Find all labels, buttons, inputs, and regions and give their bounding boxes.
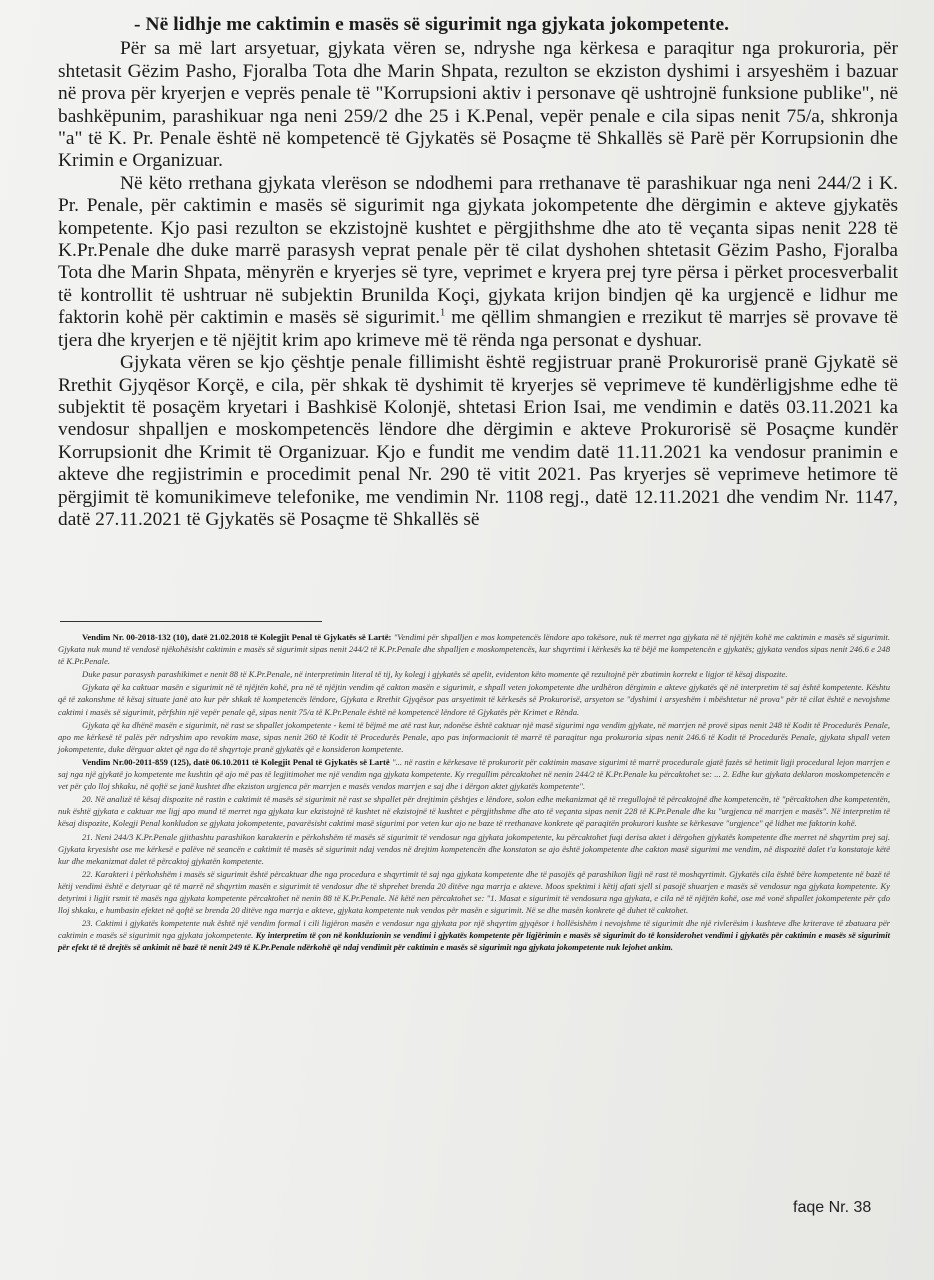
footnote-1-text: "Vendimi për shpalljen e mos kompetencës lëndore apo tokësore, nuk të merret nga gjykata në të njëjtën kohë me caktimin e masës së sigurimit. Gjykata nuk mund të vendosë njëkohësisht caktimin e masës së sigurimit sipas nenit 244/2 të K.Pr.Penale dhe shpalljen e moskompetencës, kur shqyrtimi i kërkesës ka të bëjë me kompetencën e gjykatës; gjykata vendos sipas nenit 246.6 e 248 të K.Pr.Penale. — [58, 632, 890, 667]
footnote-9-conclusion: Ky interpretim të çon në konkluzionin se vendimi i gjykatës kompetente për ligjërimin e masës së sigurimit do të konsiderohet vendimi i gjykatës për caktimin e masës së sigurimit për efekt të të drejtës së ankimit në bazë të nenit 249 të K.Pr.Penale ndërkohë që ndaj vendimit për caktimin e masës së sigurimit nga gjykata jokompetente nuk lejohet ankim. — [58, 930, 891, 953]
footnote-5-text: "... në rastin e kërkesave të prokurorit për caktimin masave sigurimi të marrë procedurale gjatë fazës së hetimit ligji procedural lejon marrjen e saj nga një gjykatë jo kompetente me kushtin që ajo më pas të legjitimohet me një vendim nga gjykata kompetente. Ky rregullim përcaktohet në nenin 244/2 të K.Pr.Penale ku përcaktohet se: ... 2. Edhe kur gjykata deklaron moskompetencën e vet për çdo lloj shkaku, në qoftë se janë kushtet dhe ekziston urgjenca për marrjen e masës vendos marrjen e saj dhe i dërgon aktet gjykatës kompetente". — [58, 756, 890, 792]
footnote-9-text: 23. Caktimi i gjykatës kompetente nuk është një vendim formal i cili ligjëron masën e vendosur nga gjykata por një shqyrtim gjyqësor i hollësishëm i nevojshme të sigurimit dhe një rivlerësim i kushteve dhe kriterave të zbatuara për caktimin e masës së sigurimit nga gjykata jokompetente. — [58, 918, 890, 941]
footnotes-section — [58, 631, 890, 954]
footnote-5-reference: Vendim Nr.00-2011-859 (125), datë 06.10.2011 të Kolegjit Penal të Gjykatës së Lartë — [82, 756, 390, 767]
footnote-8-text: 22. Karakteri i përkohshëm i masës së sigurimit është përcaktuar dhe nga procedura e shqyrtimit të saj nga gjykata kompetente dhe të pasojës që parashikon ligji në rast të moshqyrtimit. Gjykatës cila është bëre kompetente në bazë të këtij vendimi është e detyruar që të marrë në shqyrtim masën e sigurimit të vendosur dhe të shprehet brenda 20 ditëve nga marrja e akteve. Moos spektimi i këtij afati sjell si pasojë shuarjen e masës së vendosur nga gjykata kompetente. Ky detyrimi i ligjit rsmit të masës nga gjykata kompetente përcaktohet në nenin 88 të K.Pr.Penale. Në këtë nen përcaktohet se: "1. Masat e sigurimit të vendosura nga gjykata, e cila në të njëjtën kohë, ose më vonë shpallet jokompetente për çdo lloj shkaku, e humbasin efektet në qoftë se brenda 20 ditëve nga marrja e akteve, gjykata kompetente nuk vendos për masën e sigurimit. Në se dhe masën konkrete që duhet të caktohet. — [58, 868, 890, 916]
footnote-6-text: 20. Në analizë të kësaj dispozite në rastin e caktimit të masës së sigurimit në rast se shpallet për drejtimin çështjes e lëndore, solon edhe mekanizmat që të rregullojnë të përcaktojnë dhe kompetencën, të "përcaktohen dhe kompetentën, nuk është gjykata e caktuar me ligj apo mund të merret nga gjykata kur ekzistojnë të kushtet në ekzistojnë të kushtet e përgjithshme dhe ato të veçanta sipas nenit 228 të K.Pr.Penale dhe ku "urgjenca në marrjen e masës". Në interpretim të kësaj dispozite, Kolegji Penal konkludon se gjykata jokompetente, pavarësisht caktimi masë sigurimi por veten kur ajo ne baze të rrethanave konkrete që paraqitën prokurori kushte se kërkesave "urgjence" që lidhet me faktorin kohë. — [58, 794, 890, 829]
paragraph-2 — [58, 173, 898, 352]
footnote-2 — [58, 668, 890, 680]
footnote-3-text: Gjykata që ka caktuar masën e sigurimit në të njëjtën kohë, pra në të njëjtin vendim që cakton masën e sigurimit, e shpall veten jokompetente dhe urdhëron dërgimin e akteve gjykatës që në interpretim të saj është kompetente. Kështu që të zakonshme të kësaj situate janë ato kur për shkak të kompetencës lëndore, Gjykata e Rrethit Gjyqësor pas arsyetimit të kërkesës së Prokurorisë, arsyeton se "dyshimi i arsyeshëm i mbështetur në prova" për të cilat është e nevojshme caktimi i masës së sigurimit, përfshin një vepër penale që, sipas nenit 75/a të K.Pr.Penale është në kompetencë lëndore të Gjykatës për Krimet e Rënda. — [58, 682, 890, 717]
footnote-8 — [58, 868, 890, 916]
footnote-5 — [58, 756, 890, 792]
paragraph-2-text-b: me qëllim shmangien e rrezikut të marrjes së provave të tjera dhe kryerjen e të njëjtit krim apo krimeve më të rënda nga personat e dyshuar. — [58, 307, 898, 351]
footnote-6 — [58, 793, 890, 829]
footnote-9 — [58, 917, 890, 953]
footnote-4 — [58, 719, 890, 755]
footnote-3 — [58, 681, 890, 717]
footnote-4-text: Gjykata që ka dhënë masën e sigurimit, në rast se shpallet jokompetente - kemi të bëjmë me atë rast kur, ndonëse është caktuar një masë sigurimi nga vendim gjykate, në marrjen në provë sipas nenit 248 të Kodit të Procedurës Penale, apo me kërkesë të palës për ndryshim apo revokim mase, sipas nenit 260 të Kodit të Procedurës Penale, apo pas informacionit të marrë të paraqitur nga prokuroria sipas nenit 246.6 të Kodit të Procedurës Penale, gjykata shpall veten jokompetente, duke dërguar aktet që nga do të shqyrtoje pranë gjykatës që e konsideron kompetente. — [58, 719, 890, 754]
footnote-7-text: 21. Neni 244/3 K.Pr.Penale gjithashtu parashikon karakterin e përkohshëm të masës së sigurimit të vendosur nga gjykata jokompetente, ku përcaktohet fuqi derisa aktet i dërgohen gjykatës kompetente dhe merret në shqyrtim prej saj. Gjykata kryesisht ose me kërkesë e palëve në seancën e caktimit të masës së sigurimit ndaj vendos në drejtim kompetencën dhe konstaton se ajo është jokompetente dhe cakton masë sigurimi me vendim, në dispozitë dalet t'a konstatoje këtë kur dhe mekanizmat dalet të përcaktoj gjykatën kompetente. — [58, 831, 890, 866]
footnote-1 — [58, 631, 890, 667]
footnote-7 — [58, 831, 890, 867]
page-number: faqe Nr. 38 — [793, 1199, 872, 1216]
section-heading: - Në lidhje me caktimin e masës së sigurimit nga gjykata jokompetente. — [134, 14, 730, 35]
paragraph-3: Gjykata vëren se kjo çështje penale fillimisht është regjistruar pranë Prokurorisë pranë Gjykatë së Rrethit Gjyqësor Korçë, e cila, për shkak të dyshimit të kryerjes së veprimeve të kundërligjshme edhe të subjektit të posaçëm kryetari i Bashkisë Kolonjë, shtetasi Erion Isai, me vendimin e datës 03.11.2021 ka vendosur shpalljen e moskompetencës lëndore dhe dërgimin e akteve Prokurorisë së Posaçme kundër Korrupsionit dhe Krimit të Organizuar. Kjo e fundit me vendim datë 11.11.2021 ka vendosur pranimin e akteve dhe regjistrimin e procedimit penal Nr. 290 të vitit 2021. Pas kryerjes së veprimeve hetimore të përgjimit të komunikimeve telefonike, me vendimin Nr. 1108 regj., datë 12.11.2021 dhe vendim Nr. 1147, datë 27.11.2021 të Gjykatës së Posaçme të Shkallës së — [58, 352, 898, 530]
footnote-1-reference: Vendim Nr. 00-2018-132 (10), datë 21.02.2018 të Kolegjit Penal të Gjykatës së Lartë: — [82, 632, 392, 642]
main-body — [58, 14, 898, 531]
footnote-separator — [60, 621, 322, 622]
paragraph-2-text-a: Në këto rrethana gjykata vlerëson se ndodhemi para rrethanave të parashikuar nga neni 244/2 i K. Pr. Penale, për caktimin e masës së sigurimit nga gjykata jokompetente dhe dërgimin e akteve gjykatës kompetente. Kjo pasi rezulton se ekzistojnë kushtet e përgjithshme dhe ato të veçanta sipas nenit 228 të K.Pr.Penale dhe duke marrë parasysh veprat penale për të cilat dyshohen shtetasit Gëzim Pasho, Fjoralba Tota dhe Marin Shpata, mënyrën e kryerjes së tyre, veprimet e kryera prej tyre përsa i përket procesverbalit të kontrollit të ushtruar në subjektin Brunilda Koçi, gjykata krijon bindjen që ka urgjencë e lidhur me faktorin kohë për caktimin e masës së sigurimit. — [58, 172, 898, 329]
footnote-2-text: Duke pasur parasysh parashikimet e nenit 88 të K.Pr.Penale, në interpretimin literal të tij, ky kolegj i gjykatës së apelit, evidenton këto momente që rezultojnë për zbatimin korrekt e ligjor të kësaj dispozite. — [82, 669, 788, 680]
paragraph-1: Për sa më lart arsyetuar, gjykata vëren se, ndryshe nga kërkesa e paraqitur nga prokuroria, për shtetasit Gëzim Pasho, Fjoralba Tota dhe Marin Shpata, rezulton se ekziston dyshimi i arsyeshëm i bazuar në prova për kryerjen e veprës penale të "Korrupsioni aktiv i personave që ushtrojnë funksione publike", në bashkëpunim, parashikuar nga neni 259/2 dhe 25 i K.Penal, vepër penale e cila sipas nenit 75/a, shkronja "a" të K. Pr. Penale është në kompetencë të Gjykatës së Posaçme të Shkallës së Parë për Korrupsionin dhe Krimin e Organizuar. — [58, 38, 898, 172]
footnote-marker: 1 — [440, 307, 446, 319]
